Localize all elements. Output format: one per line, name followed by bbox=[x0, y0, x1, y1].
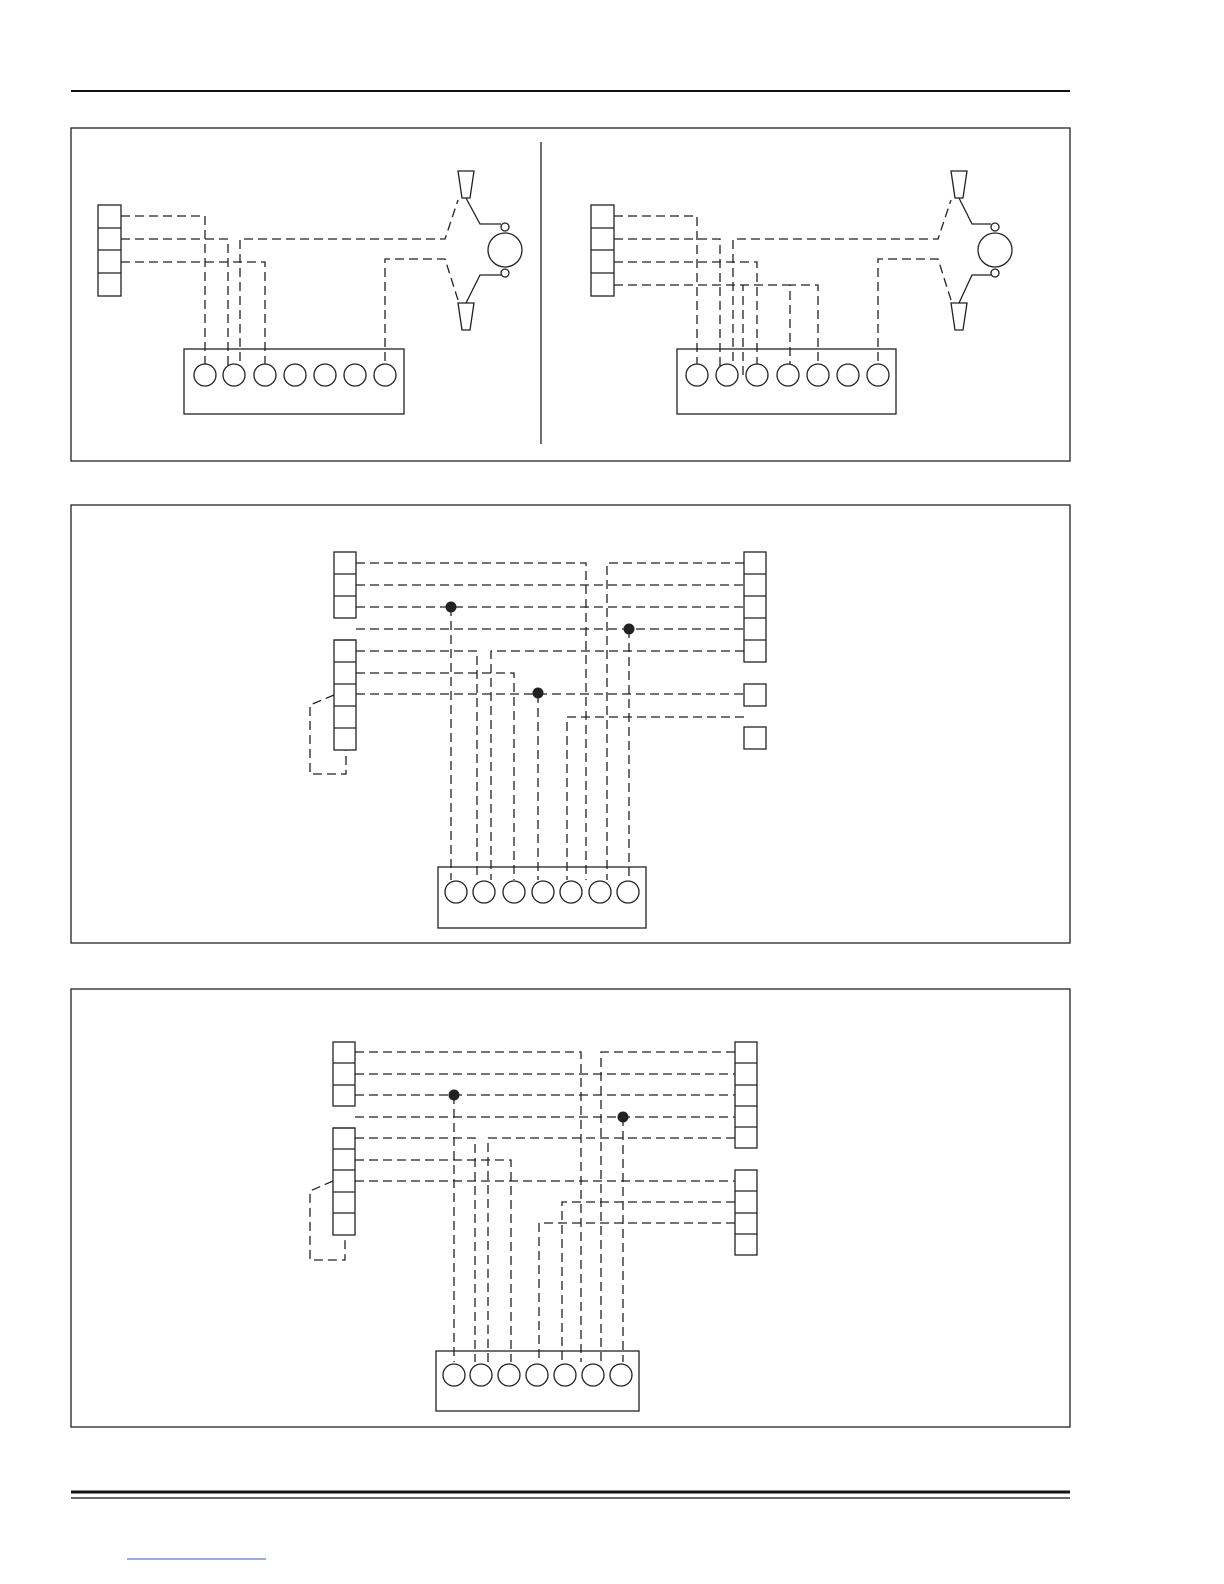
motor-icon bbox=[978, 233, 1012, 267]
splice-dot bbox=[449, 1090, 460, 1101]
terminal-board bbox=[436, 1351, 639, 1411]
panel-frame bbox=[71, 128, 1070, 461]
wire-runs bbox=[355, 1052, 735, 1362]
terminal-3 bbox=[746, 364, 768, 386]
valve-bottom-icon bbox=[951, 303, 967, 330]
terminal-5 bbox=[560, 881, 582, 903]
terminal-6 bbox=[837, 364, 859, 386]
terminal-1 bbox=[686, 364, 708, 386]
terminal-5 bbox=[554, 1364, 576, 1386]
thermostat-connector bbox=[98, 205, 121, 296]
terminal-board bbox=[438, 867, 646, 928]
terminal-4 bbox=[526, 1364, 548, 1386]
terminal-2 bbox=[473, 881, 495, 903]
terminal-1 bbox=[443, 1364, 465, 1386]
terminal-2 bbox=[223, 364, 245, 386]
terminal-3 bbox=[498, 1364, 520, 1386]
wiring-diagram-1 bbox=[71, 128, 1070, 461]
left-connector bbox=[310, 552, 356, 774]
terminal-board bbox=[677, 349, 896, 414]
heat-pump-symbol bbox=[951, 171, 1012, 330]
terminal-4 bbox=[284, 364, 306, 386]
splice-dot bbox=[533, 688, 544, 699]
valve-top-icon bbox=[458, 171, 474, 198]
wire-runs bbox=[356, 563, 744, 880]
panel-frame bbox=[71, 505, 1070, 943]
terminal-2 bbox=[716, 364, 738, 386]
terminal-1 bbox=[445, 881, 467, 903]
thermostat-connector bbox=[591, 205, 614, 296]
terminal-6 bbox=[582, 1364, 604, 1386]
diagram-1a bbox=[98, 171, 522, 414]
terminal-board bbox=[184, 349, 404, 414]
left-connector bbox=[310, 1042, 355, 1260]
panel-frame bbox=[71, 989, 1070, 1427]
wiring-diagram-2 bbox=[71, 505, 1070, 943]
terminal-7 bbox=[867, 364, 889, 386]
terminal-5 bbox=[807, 364, 829, 386]
right-connector bbox=[744, 552, 766, 749]
terminal-2 bbox=[470, 1364, 492, 1386]
terminal-3 bbox=[503, 881, 525, 903]
valve-bottom-icon bbox=[458, 303, 474, 330]
terminal-4 bbox=[777, 364, 799, 386]
terminal-7 bbox=[610, 1364, 632, 1386]
motor-icon bbox=[488, 233, 522, 267]
terminal-6 bbox=[589, 881, 611, 903]
terminal-3 bbox=[254, 364, 276, 386]
valve-top-icon bbox=[951, 171, 967, 198]
splice-dot bbox=[446, 602, 457, 613]
splice-dot bbox=[618, 1112, 629, 1123]
splice-points bbox=[446, 602, 635, 699]
terminal-4 bbox=[532, 881, 554, 903]
heat-pump-symbol bbox=[458, 171, 522, 330]
diagram-1b bbox=[591, 171, 1012, 414]
wiring-diagram-3 bbox=[71, 989, 1070, 1427]
terminal-7 bbox=[374, 364, 396, 386]
terminal-6 bbox=[344, 364, 366, 386]
splice-dot bbox=[624, 624, 635, 635]
terminal-1 bbox=[194, 364, 216, 386]
terminal-5 bbox=[314, 364, 336, 386]
right-connector bbox=[735, 1042, 757, 1255]
terminal-7 bbox=[617, 881, 639, 903]
